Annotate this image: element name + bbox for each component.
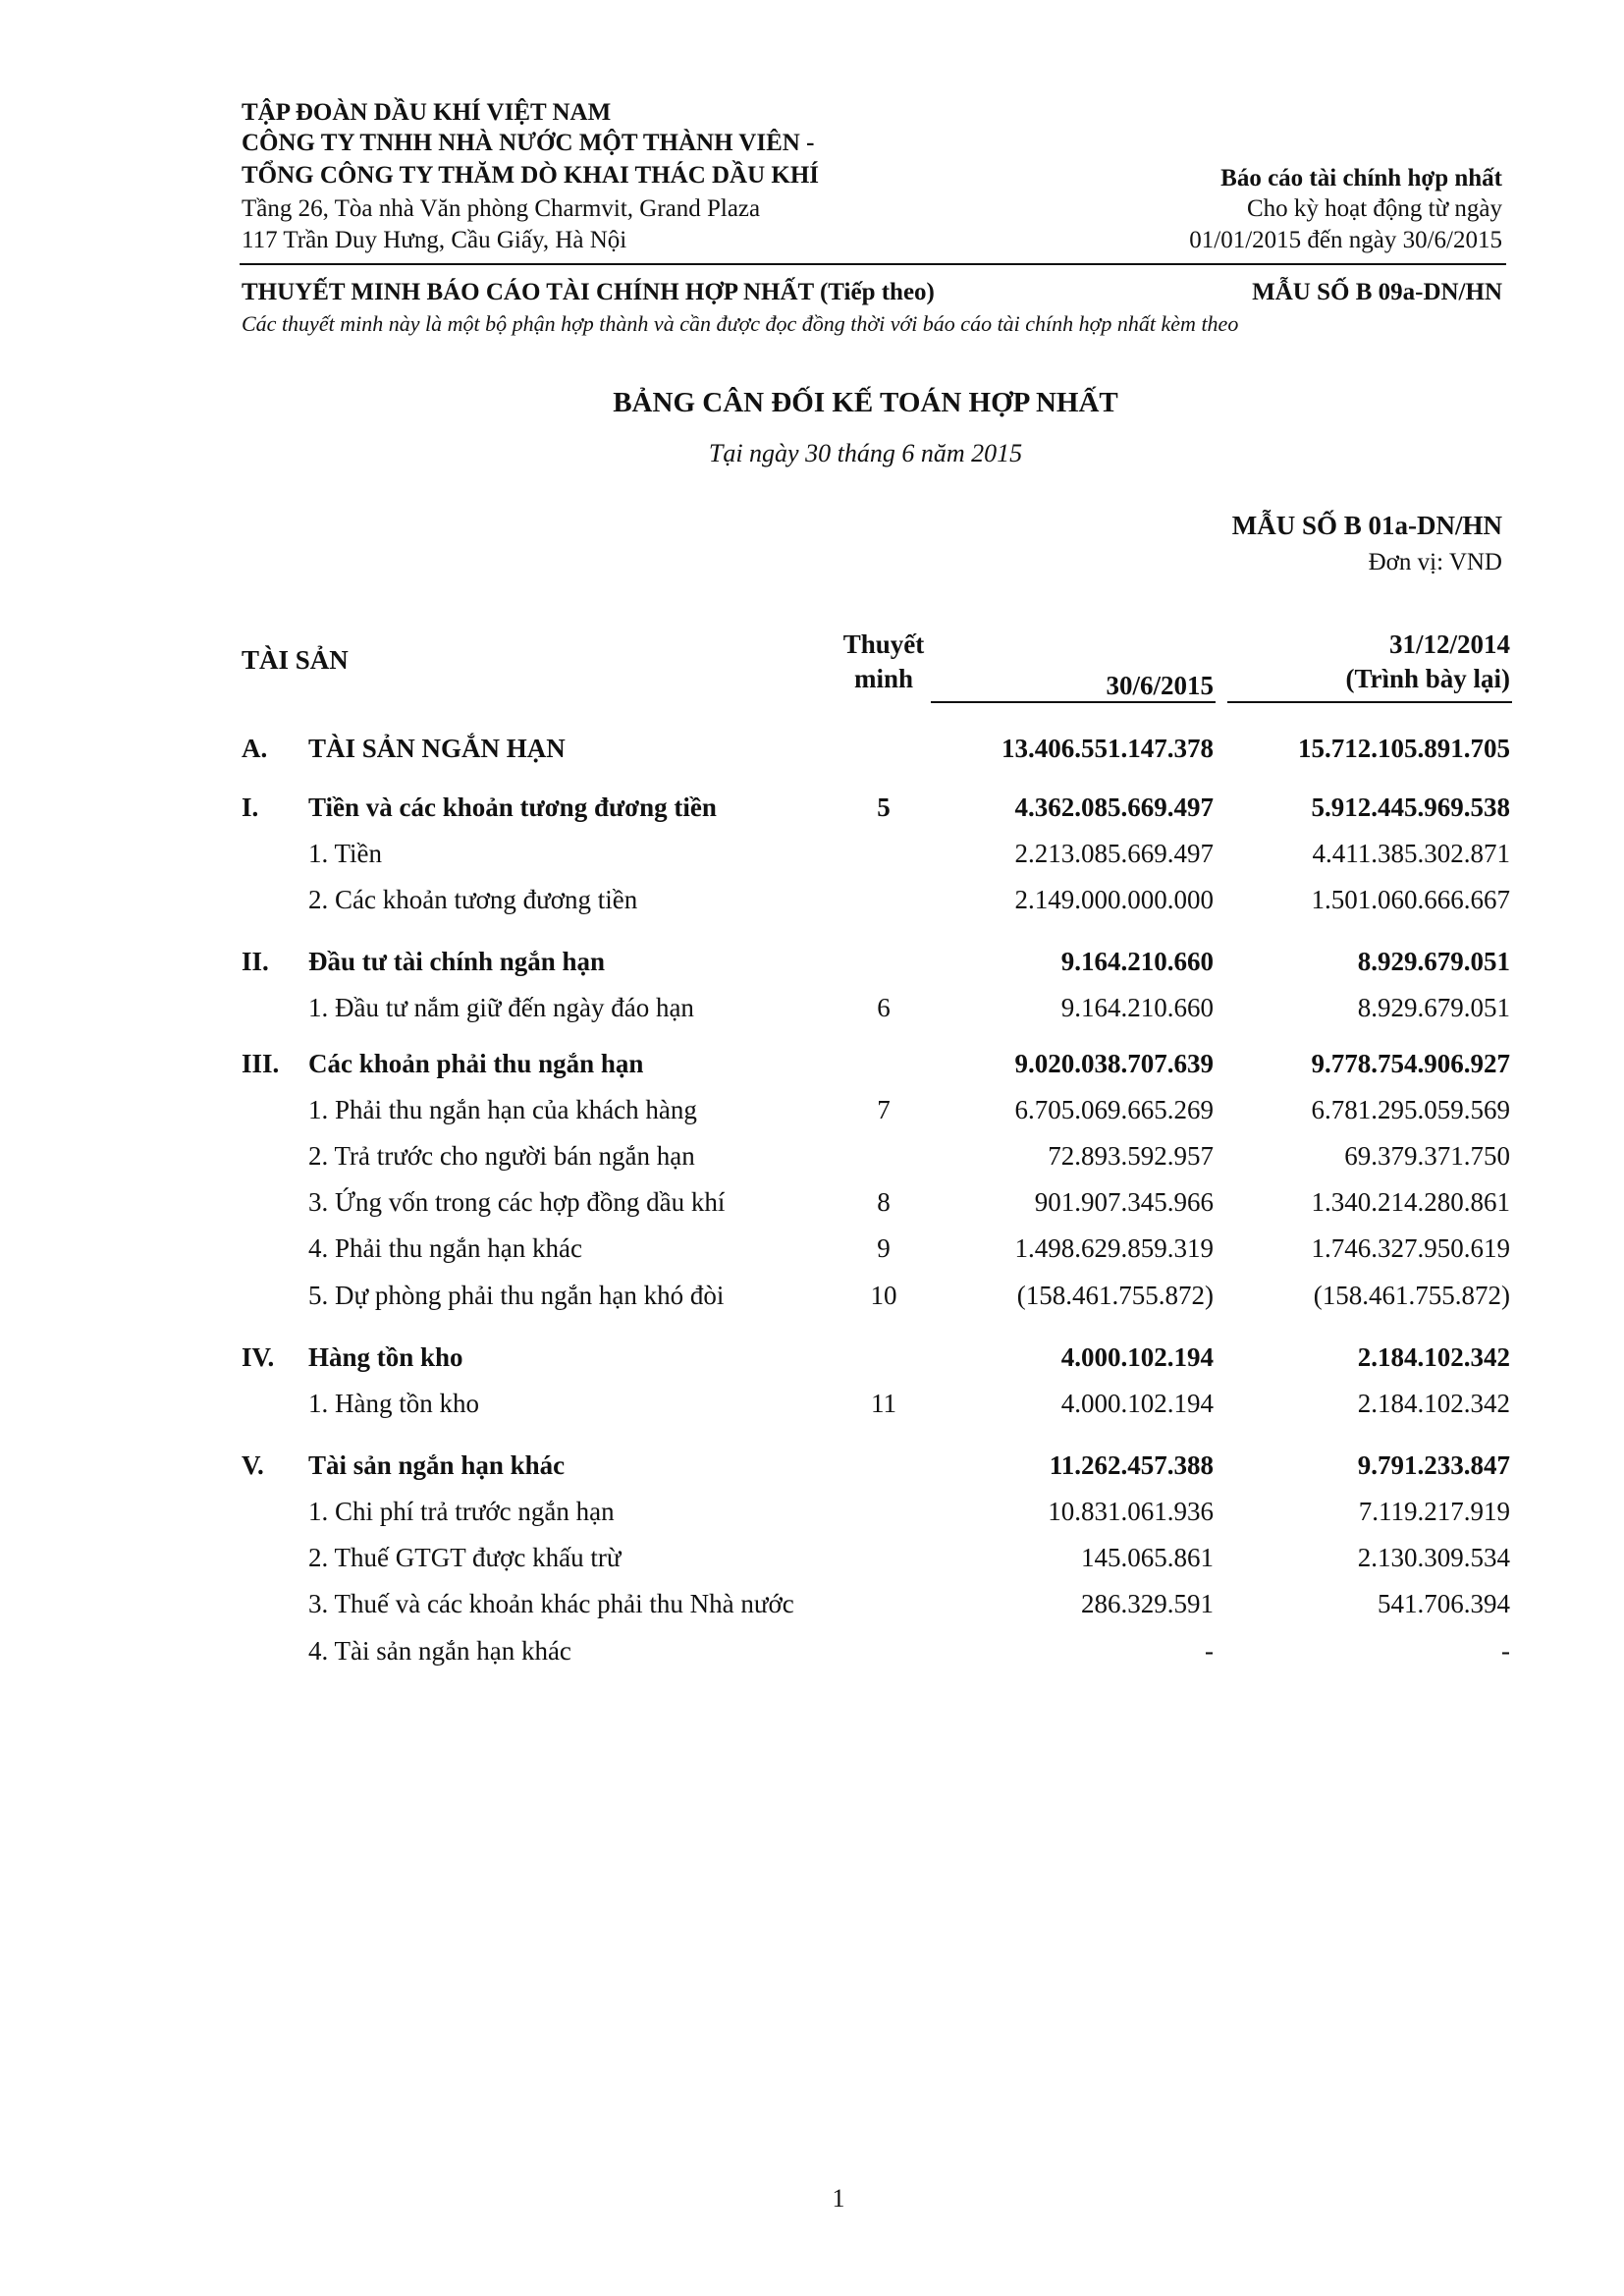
row-note-ref: 8 [877,1187,891,1217]
row-label: 1. Hàng tồn kho [308,1389,479,1418]
row-value-prior: 9.778.754.906.927 [1311,1049,1510,1078]
period-line-1: Cho kỳ hoạt động từ ngày [1246,195,1502,222]
row-value-current: 4.000.102.194 [1060,1389,1214,1418]
section-row [0,733,1624,764]
row-label: TÀI SẢN NGẮN HẠN [308,734,566,763]
notes-subtitle: Các thuyết minh này là một bộ phận hợp thành và cần được đọc đồng thời với báo cáo tài chính hợp nhất kèm theo [242,311,1239,336]
col-underline-prior [1227,701,1512,703]
row-value-current: 4.000.102.194 [1060,1342,1214,1372]
row-label: 1. Đầu tư nắm giữ đến ngày đáo hạn [308,993,694,1022]
row-note-ref: 5 [877,793,891,822]
section-row [0,1449,1624,1481]
row-value-current: 6.705.069.665.269 [1014,1095,1214,1124]
section-row [0,1341,1624,1373]
row-value-prior: 541.706.394 [1378,1589,1510,1618]
row-value-prior: (158.461.755.872) [1313,1281,1510,1310]
row-code: A. [242,734,268,763]
table-row [0,1280,1624,1311]
col-header-current: 30/6/2015 [1106,671,1214,700]
section-row [0,792,1624,823]
row-note-ref: 7 [877,1095,891,1124]
row-value-current: 9.020.038.707.639 [1014,1049,1214,1078]
row-value-current: 11.262.457.388 [1049,1450,1214,1480]
company-name: TỔNG CÔNG TY THĂM DÒ KHAI THÁC DẦU KHÍ [242,162,820,189]
row-value-prior: 7.119.217.919 [1358,1497,1510,1526]
col-header-prior-date: 31/12/2014 [1388,629,1510,659]
row-value-prior: 9.791.233.847 [1357,1450,1510,1480]
table-row [0,1542,1624,1573]
row-note-ref: 11 [871,1389,896,1418]
period-line-2: 01/01/2015 đến ngày 30/6/2015 [1189,227,1502,253]
row-label: Tài sản ngắn hạn khác [308,1450,566,1480]
row-value-current: 72.893.592.957 [1048,1141,1214,1171]
row-value-current: 1.498.629.859.319 [1014,1233,1214,1263]
col-header-prior-note: (Trình bày lại) [1345,664,1510,693]
header-divider [240,263,1506,265]
row-value-prior: 1.501.060.666.667 [1311,885,1510,914]
table-row [0,884,1624,915]
row-value-prior: 1.746.327.950.619 [1311,1233,1510,1263]
row-label: 4. Phải thu ngắn hạn khác [308,1233,582,1263]
page-number: 1 [832,2184,845,2213]
row-value-prior: 8.929.679.051 [1357,993,1510,1022]
table-row [0,1388,1624,1419]
table-row [0,1496,1624,1527]
col-header-note-2: minh [853,664,914,693]
row-label: 1. Tiền [308,839,383,868]
row-note-ref: 10 [870,1281,897,1310]
row-label: 3. Ứng vốn trong các hợp đồng dầu khí [308,1187,726,1217]
address-line-2: 117 Trần Duy Hưng, Cầu Giấy, Hà Nội [242,227,627,253]
table-row [0,1094,1624,1125]
col-underline-current [931,701,1216,703]
statement-form-code: MẪU SỐ B 01a-DN/HN [1231,511,1502,540]
row-note-ref: 6 [877,993,891,1022]
row-value-prior: 1.340.214.280.861 [1311,1187,1510,1217]
row-value-prior: 6.781.295.059.569 [1311,1095,1510,1124]
row-value-current: 145.065.861 [1081,1543,1214,1572]
row-label: Đầu tư tài chính ngắn hạn [308,947,606,976]
row-code: IV. [242,1342,275,1372]
row-label: 3. Thuế và các khoản khác phải thu Nhà nước [308,1589,794,1618]
row-value-current: 286.329.591 [1081,1589,1214,1618]
row-value-current: 9.164.210.660 [1060,993,1214,1022]
notes-form-code: MẪU SỐ B 09a-DN/HN [1252,279,1502,305]
report-title: Báo cáo tài chính hợp nhất [1220,165,1502,191]
row-label: 2. Thuế GTGT được khấu trừ [308,1543,622,1572]
statement-title: BẢNG CÂN ĐỐI KẾ TOÁN HỢP NHẤT [613,387,1118,418]
section-row [0,1048,1624,1079]
row-value-current: - [1205,1636,1214,1666]
row-code: III. [242,1049,280,1078]
row-note-ref: 9 [877,1233,891,1263]
row-code: V. [242,1450,264,1480]
currency-unit: Đơn vị: VND [1368,549,1502,575]
address-line-1: Tầng 26, Tòa nhà Văn phòng Charmvit, Grand Plaza [242,195,761,222]
company-legal-form: CÔNG TY TNHH NHÀ NƯỚC MỘT THÀNH VIÊN - [242,130,815,156]
row-label: Các khoản phải thu ngắn hạn [308,1049,644,1078]
company-group-name: TẬP ĐOÀN DẦU KHÍ VIỆT NAM [242,99,612,126]
table-row [0,1588,1624,1619]
row-value-prior: 2.184.102.342 [1357,1342,1510,1372]
row-label: Hàng tồn kho [308,1342,463,1372]
statement-date: Tại ngày 30 tháng 6 năm 2015 [708,439,1023,467]
table-row [0,838,1624,869]
notes-title: THUYẾT MINH BÁO CÁO TÀI CHÍNH HỢP NHẤT (Tiếp theo) [242,279,935,305]
row-label: 5. Dự phòng phải thu ngắn hạn khó đòi [308,1281,725,1310]
row-value-prior: 5.912.445.969.538 [1311,793,1510,822]
row-value-prior: 69.379.371.750 [1344,1141,1510,1171]
row-value-prior: 2.184.102.342 [1357,1389,1510,1418]
row-value-prior: 4.411.385.302.871 [1312,839,1510,868]
table-row [0,1186,1624,1218]
row-label: 2. Trả trước cho người bán ngắn hạn [308,1141,695,1171]
table-row [0,1635,1624,1667]
row-label: 4. Tài sản ngắn hạn khác [308,1636,571,1666]
row-value-prior: 2.130.309.534 [1357,1543,1510,1572]
row-value-current: 9.164.210.660 [1060,947,1214,976]
row-label: 1. Chi phí trả trước ngắn hạn [308,1497,615,1526]
row-code: II. [242,947,269,976]
table-row [0,1140,1624,1172]
table-row [0,992,1624,1023]
row-label: 1. Phải thu ngắn hạn của khách hàng [308,1095,697,1124]
row-value-current: 4.362.085.669.497 [1014,793,1214,822]
row-value-prior: 15.712.105.891.705 [1298,734,1510,763]
row-value-current: 2.213.085.669.497 [1014,839,1214,868]
row-value-current: 10.831.061.936 [1048,1497,1214,1526]
row-label: 2. Các khoản tương đương tiền [308,885,638,914]
table-row [0,1232,1624,1264]
col-header-assets: TÀI SẢN [242,645,349,675]
row-value-prior: - [1501,1636,1510,1666]
row-value-current: (158.461.755.872) [1016,1281,1214,1310]
row-code: I. [242,793,259,822]
row-value-current: 13.406.551.147.378 [1001,734,1214,763]
row-value-current: 901.907.345.966 [1034,1187,1214,1217]
row-value-prior: 8.929.679.051 [1357,947,1510,976]
section-row [0,946,1624,977]
row-value-current: 2.149.000.000.000 [1014,885,1214,914]
row-label: Tiền và các khoản tương đương tiền [308,793,717,822]
col-header-note-1: Thuyết [842,629,925,659]
